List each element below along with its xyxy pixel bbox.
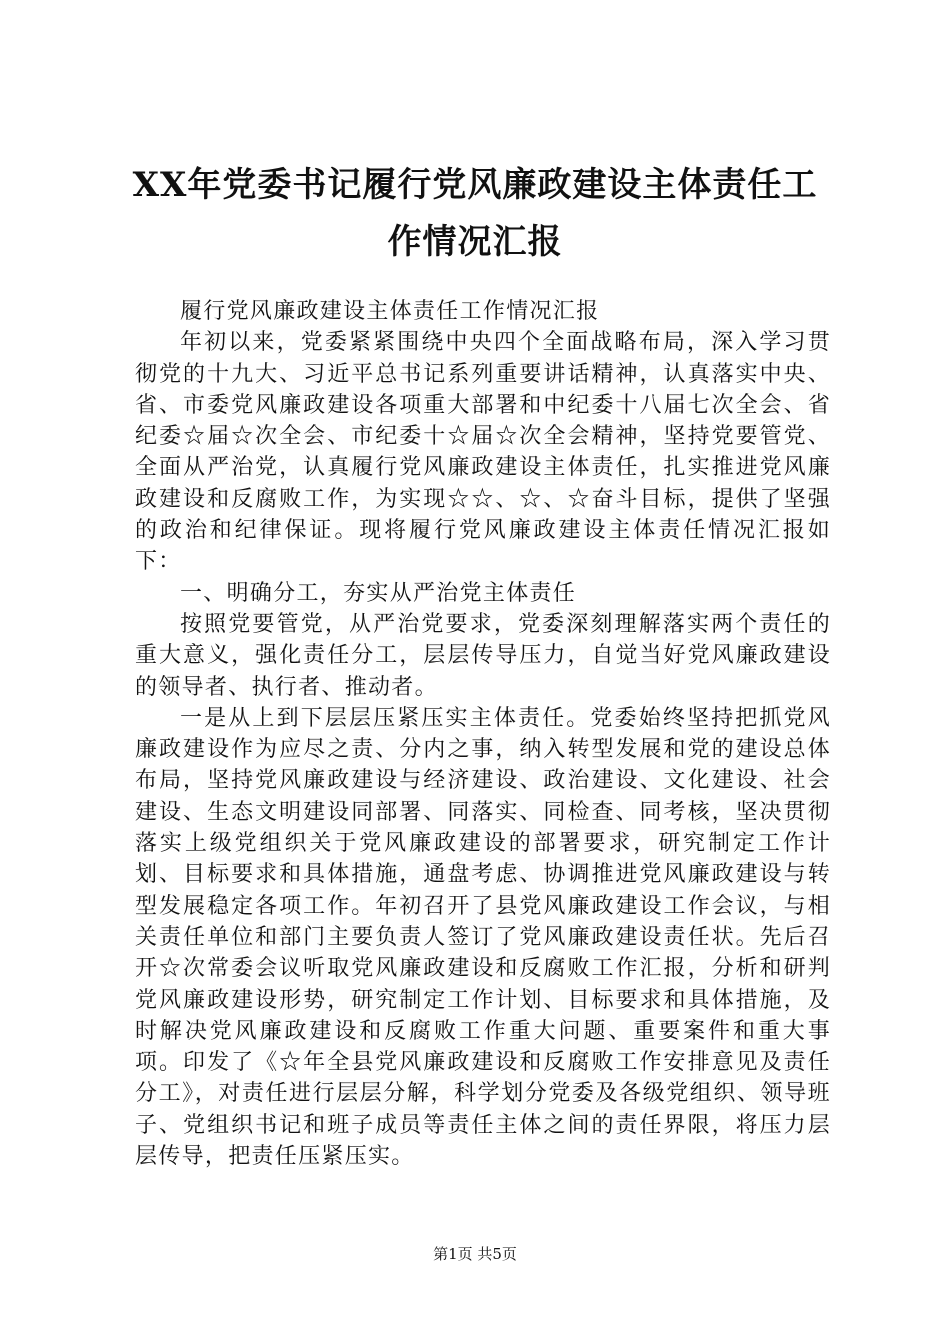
paragraph-intro: 年初以来，党委紧紧围绕中央四个全面战略布局，深入学习贯彻党的十九大、习近平总书记系列重要讲话精神，认真落实中央、省、市委党风廉政建设各项重大部署和中纪委十八届七次全会、省纪委☆届☆次全会、市纪委十☆届☆次全会精神，坚持党要管党、全面从严治党，认真履行党风廉政建设主体责任，扎实推进党风廉政建设和反腐败工作，为实现☆☆、☆、☆奋斗目标，提供了坚强的政治和纪律保证。现将履行党风廉政建设主体责任情况汇报如下：: [135, 330, 831, 575]
paragraph: 按照党要管党，从严治党要求，党委深刻理解落实两个责任的重大意义，强化责任分工，层层传导压力，自觉当好党风廉政建设的领导者、执行者、推动者。: [135, 611, 831, 700]
page-footer: 第1页 共5页: [433, 1245, 517, 1263]
paragraph-subtitle: 履行党风廉政建设主体责任工作情况汇报: [180, 299, 600, 324]
document-body: [135, 296, 831, 1172]
paragraph: 一是从上到下层层压紧压实主体责任。党委始终坚持把抓党风廉政建设作为应尽之责、分内之事，纳入转型发展和党的建设总体布局，坚持党风廉政建设与经济建设、政治建设、文化建设、社会建设、生态文明建设同部署、同落实、同检查、同考核，坚决贯彻落实上级党组织关于党风廉政建设的部署要求，研究制定工作计划、目标要求和具体措施，通盘考虑、协调推进党风廉政建设与转型发展稳定各项工作。年初召开了县党风廉政建设工作会议，与相关责任单位和部门主要负责人签订了党风廉政建设责任状。先后召开☆次常委会议听取党风廉政建设和反腐败工作汇报，分析和研判党风廉政建设形势，研究制定工作计划、目标要求和具体措施，及时解决党风廉政建设和反腐败工作重大问题、重要案件和重大事项。印发了《☆年全县党风廉政建设和反腐败工作安排意见及责任分工》，对责任进行层层分解，科学划分党委及各级党组织、领导班子、党组织书记和班子成员等责任主体之间的责任界限，将压力层层传导，把责任压紧压实。: [135, 705, 831, 1170]
document-title-line-2: 作情况汇报: [387, 222, 563, 262]
section-heading: 一、明确分工，夯实从严治党主体责任: [180, 580, 577, 606]
document-title-line-1: XX年党委书记履行党风廉政建设主体责任工: [132, 165, 818, 205]
